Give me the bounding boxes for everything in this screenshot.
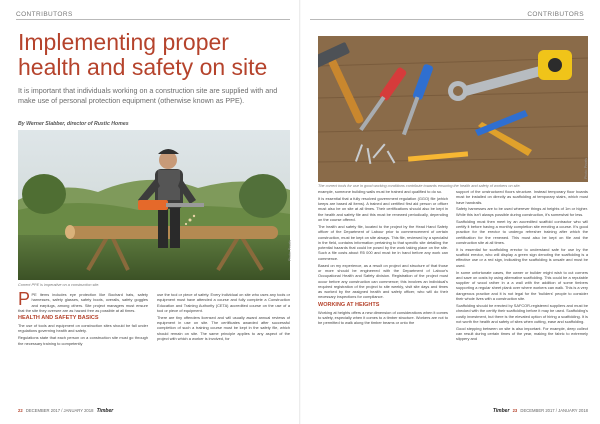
subheading: HEALTH AND SAFETY BASICS — [18, 315, 99, 322]
photo-caption-right: The correct tools for use in good working conditions contribute towards ensuring the health and safety of workers on site. — [318, 184, 521, 188]
article-byline: By Werner Slabber, director of Rustic Homes — [18, 121, 129, 127]
page-number-left: 22 — [18, 408, 23, 413]
page-number-right: 23 — [512, 408, 518, 413]
paragraph: In some unfortunate cases, the owner or builder might wish to cut corners and save on costs by using alternative scaffolding. This could be a reputable supplier of wood rather in a a wall with the addition of some timbers supporting a regular sheet plank over where workers can walk. This is a very dangerous practice and it is not legal for the 'builders' people to consider their whole lives with a construction site. — [456, 269, 588, 302]
text-column-right-2 — [456, 189, 588, 404]
section-label-left: CONTRIBUTORS — [16, 11, 73, 18]
paragraph: The health and safety file, located to the project by the Head Hand Safety officer of the Department of Labour prior to commencement of certain construction, must be kept on site always. This file, reviewed by a specialist in the field, contains information pertaining to that specific site detailing the potential hazards that could be posed by the work taking place on the site. Such a file costs about R5 000 and must be in hand before any work can commence. — [318, 223, 448, 261]
article-standfirst: It is important that individuals working on a construction site are supplied with and make use of personal protection equipment (otherwise known as PPE). — [18, 86, 278, 105]
paragraph: use the tool or piece of safety. Every individual on site who uses any tools or equipment must have attended a course and fully complete a Construction Education and Training Authority (CETA) accredited course on the use of a tool or piece of equipment. — [157, 292, 290, 313]
paragraph: Regulations state that each person on a construction site must go through the necessary training to competently — [18, 335, 148, 346]
issue-date-left: DECEMBER 2017 / JANUARY 2018 — [25, 408, 94, 413]
paragraph: Safety harnesses are to be used wherever things at heights of 1m or higher. While this isn't always possible during construction, it's somewhat for less. — [456, 206, 588, 217]
tools-on-wood-illustration — [318, 36, 588, 182]
footer-right — [491, 408, 588, 414]
issue-date-right: DECEMBER 2017 / JANUARY 2018 — [520, 408, 588, 413]
top-rule-right — [310, 19, 584, 20]
paragraph: Based on my experience, as a result on project and structure of that those or more should be engineered with the Department of Labour's Occupational Health and Safety division. Registration of the project must occur before any construction can commence; this involves an individual's required registration of the project to site weekly, visit site days and times as worked by the assigned health and safety officer, who will do their necessary inspections for compliance. — [318, 262, 448, 300]
paragraph: Working at heights offers a new dimension of considerations when it comes to safety, especially when it comes to a timber structure. Workers are not to be permitted to walk along the timber beams or onto the — [318, 309, 448, 326]
paragraph: It is essential that a fully resolved government regulation (GGO) file (which keeps are based all items). A trained and certified first aid person or officer must also be on site at all times. Their certifications should also be kept in the health and safety file and this must be renewed periodically, depending on the course offered. — [318, 195, 448, 223]
section-label-right: CONTRIBUTORS — [527, 11, 584, 18]
title-line-2: health and safety on site — [18, 54, 268, 80]
paragraph: Scaffolding should be erected by SAFCOR-registered suppliers and must be checked with the certify their scaffolding before it may be used. Scaffolding's costly investment, but there is the elevated option of hiring a scaffolding. It is not worth the health and safety of sites when cutting, ease and scaffolding. — [456, 302, 588, 324]
paragraph: The use of tools and equipment on construction sites should be fall under regulations governing health and safety. — [18, 323, 148, 334]
text-column-left-2 — [157, 292, 290, 404]
paragraph: support of the unstructured floors structure. Instead temporary floor boards must be installed on directly as scaffolding at temporary stairs, which must have handrails. — [456, 189, 588, 205]
worker-sawing-illustration — [18, 130, 290, 280]
photo-tools — [318, 36, 588, 182]
paragraph: example, someone building walls must be trained and qualified to do so. — [318, 189, 443, 194]
paragraph — [18, 292, 148, 313]
text-column-left-1 — [18, 292, 148, 404]
photo-worker-sawing — [18, 130, 290, 280]
text-column-right-1 — [318, 189, 448, 404]
drop-cap: P — [18, 292, 31, 309]
article-title — [18, 30, 288, 80]
paragraph: Good stepping between on site is also important. For example, deep collect can result during certain times of the year, making the fabric to extremely slippery and — [456, 325, 588, 342]
photo-credit-right: Photo: Pexels — [584, 158, 588, 179]
paragraph: There are tiny offenders licensed and will usually award annual reviews of equipment in use on site. The certificates awarded after successful completion of such a training course must be kept in the safety file, which should remain on site. The same principle applies to any aspect of the project with which a worker is involved, for — [157, 314, 290, 341]
paragraph: Scaffolding must then meet by an accredited scaffold contractor who will certify it before having a monthly completion site erecting a course. It's good practice for the erector to undergo refresher training after which the certification for the renewed. This must also be kept on file and the construction site at all times. — [456, 218, 588, 245]
footer-left — [18, 408, 115, 414]
paragraph: It is essential for scaffolding erector to understand safe for use by the scaffold erector, who will display a green sign denoting the scaffolding is a effective use or a red sign, indicating the scaffolding is unsafe and must be used. — [456, 246, 588, 268]
top-rule-left — [16, 19, 290, 20]
photo-caption-left: Correct PPE is imperative on a construction site. — [18, 283, 100, 287]
title-line-1: Implementing proper — [18, 29, 229, 55]
publication-name-right: Timber — [492, 408, 510, 414]
publication-name-left: Timber — [96, 408, 114, 414]
paragraph-text: PE items includes eye protection like Bochard hats, safety harnesses, safety glasses, safety boots, overalls, safety goggles and earplugs, among others. Site project managers must ensure that the site they oversee are as hazard free as possible at all times. — [18, 292, 148, 313]
subheading: WORKING AT HEIGHTS — [318, 301, 380, 308]
photo-credit-left: Photo: Pexels — [288, 240, 292, 261]
